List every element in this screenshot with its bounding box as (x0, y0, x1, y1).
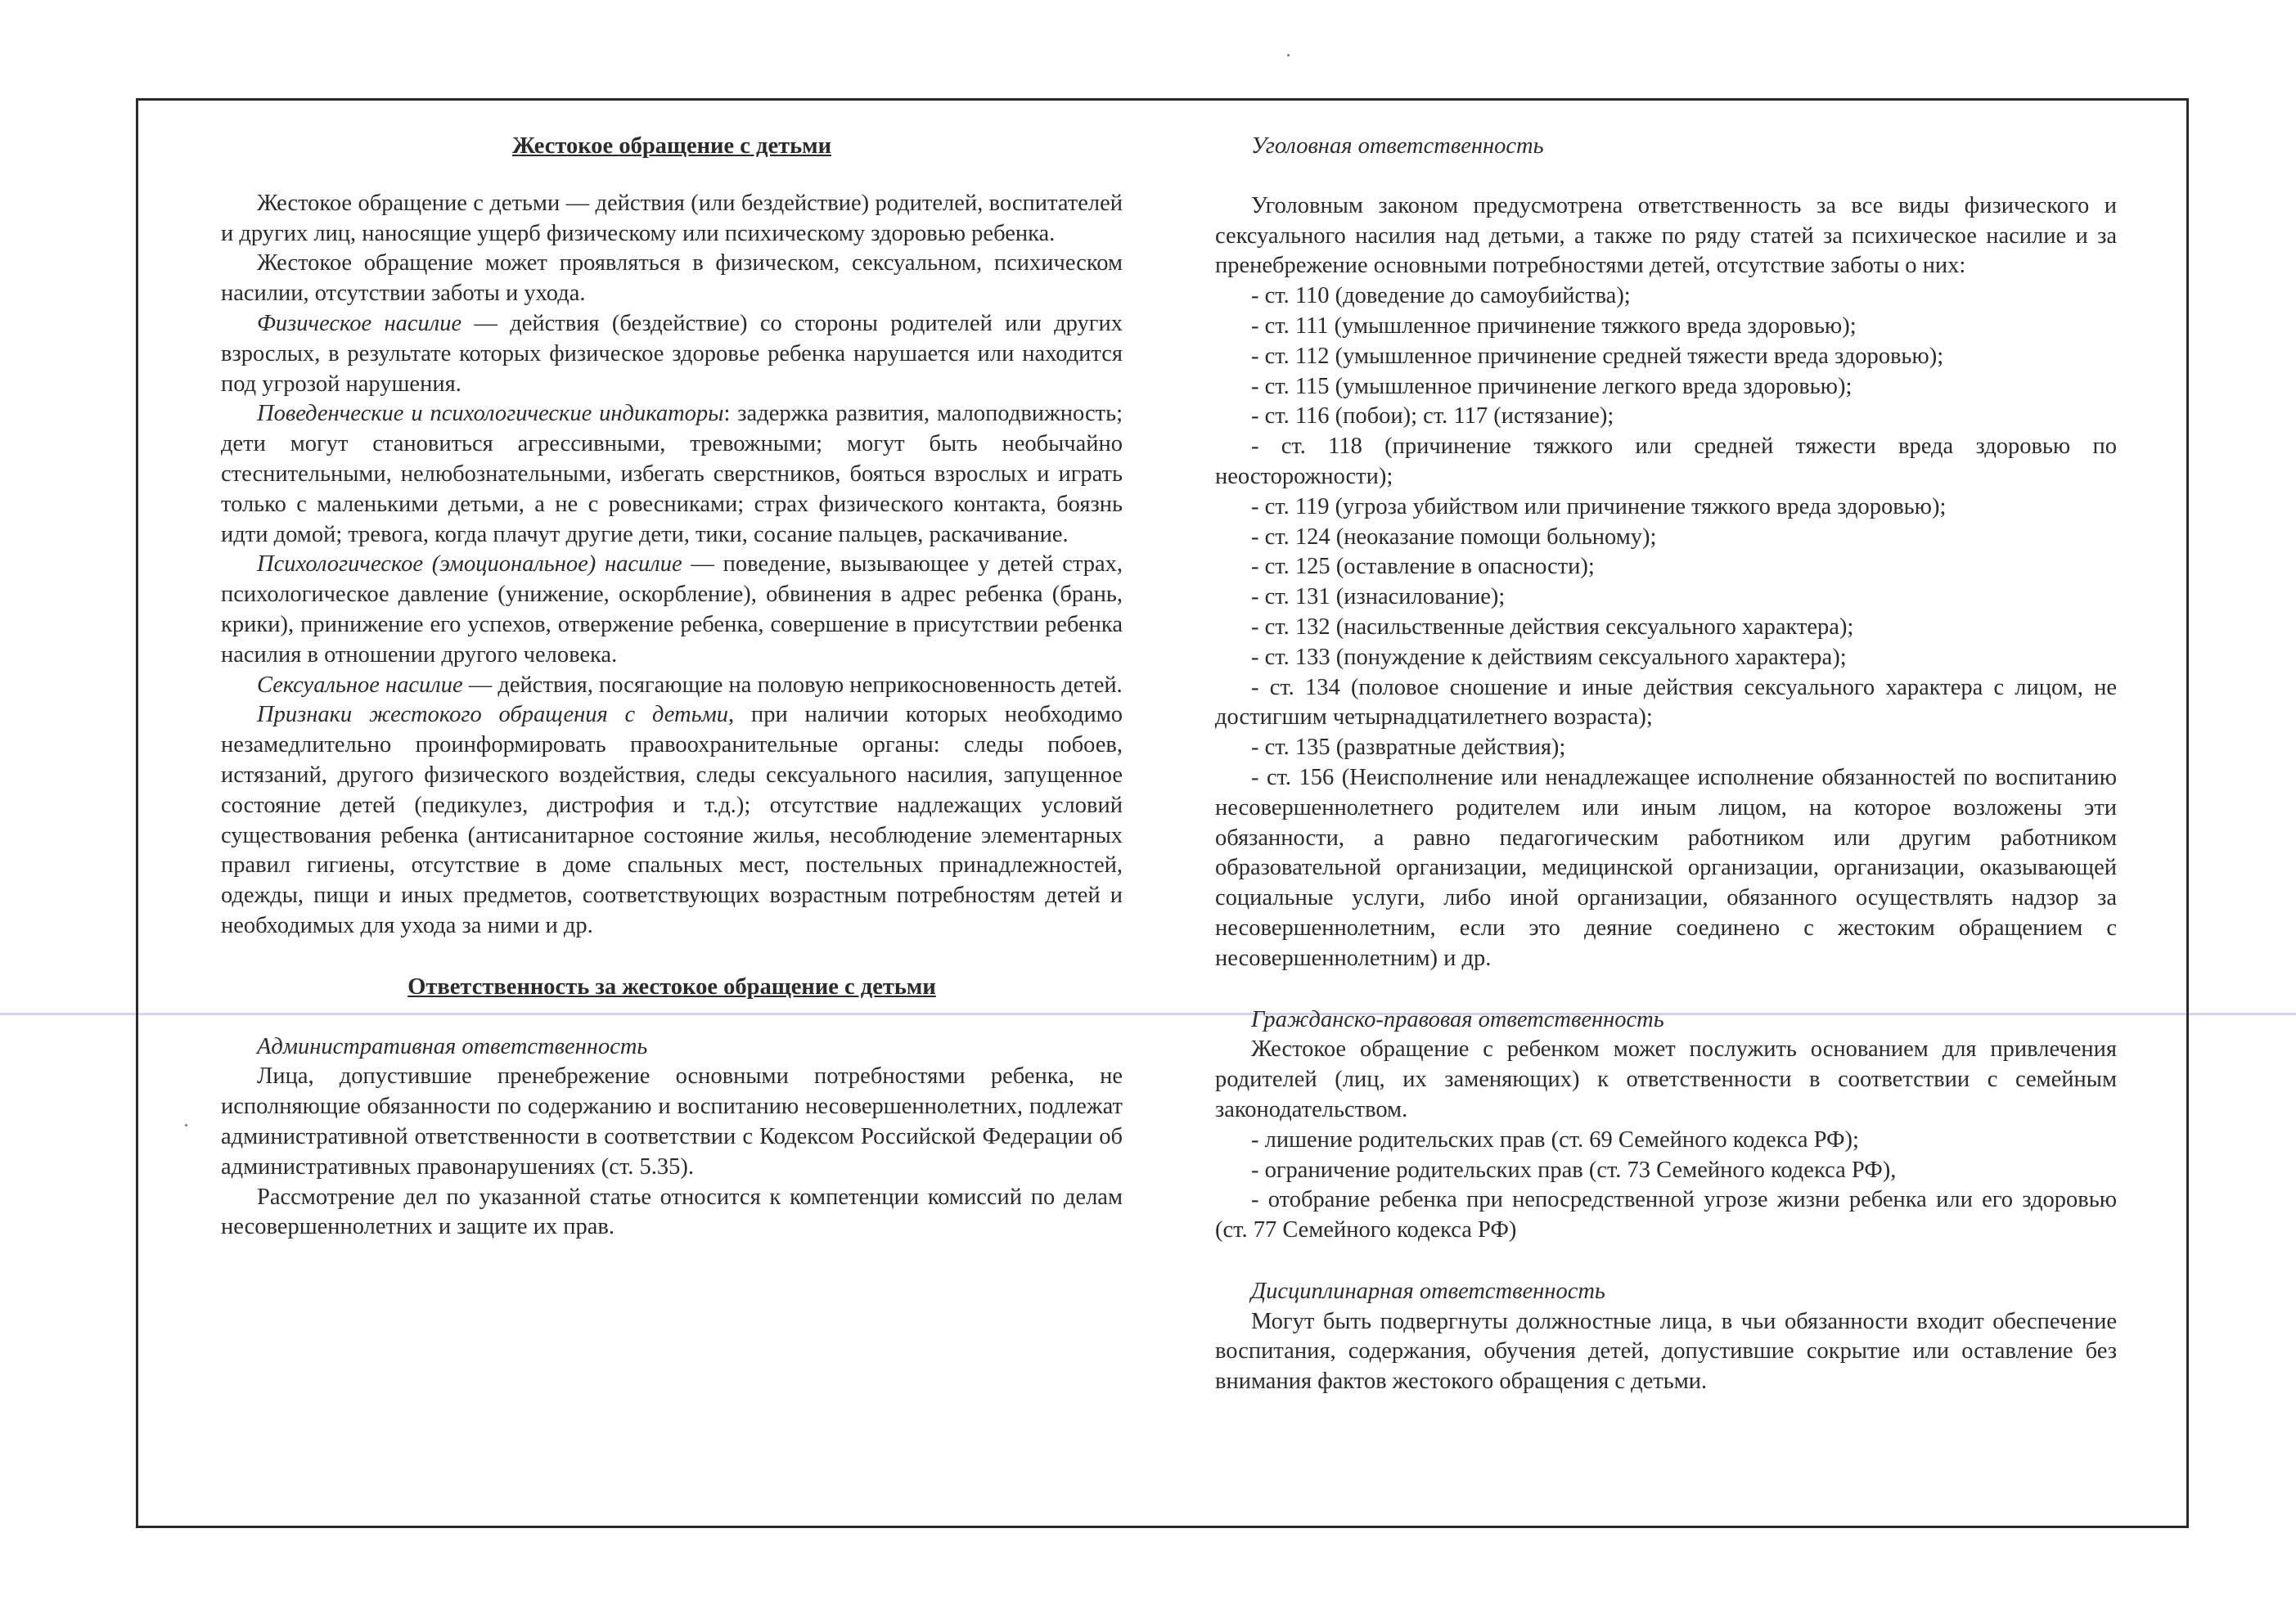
subsection-heading: Уголовная ответственность (1251, 133, 1544, 159)
definition: — поведение, вызывающее у детей страх, психологическое давление (унижение, оскорбление), обвинения в адрес ребенка (брань, крики), принижение его успехов, отвержение ребенка, совершение в присутствии ребенка насилия в отношении другого человека. (221, 551, 1123, 668)
article-item: - ст. 118 (причинение тяжкого или средней тяжести вреда здоровью по неосторожности); (1215, 434, 2117, 489)
right-column (1215, 132, 2117, 1397)
term: Поведенческие и психологические индикаторы (257, 401, 724, 427)
civil-item: - ограничение родительских прав (ст. 73 Семейного кодекса РФ), (1251, 1157, 1897, 1183)
section-title: Жестокое обращение с детьми (512, 133, 831, 159)
article-item: - ст. 124 (неоказание помощи больному); (1251, 524, 1657, 550)
article-item: - ст. 119 (угроза убийством или причинение тяжкого вреда здоровью); (1251, 493, 1947, 519)
article-item: - ст. 156 (Неисполнение или ненадлежащее исполнение обязанностей по воспитанию несовершеннолетнего родителем или иным лицом, на которое возложены эти обязанности, а равно педагогическим работником или другим работником образовательной организации, медицинской организации, организации, оказывающей социальные услуги, либо иной организации, обязанного осуществлять надзор за несовершеннолетним, если это деяние соединено с жестоким обращением с несовершеннолетним) и др. (1215, 764, 2117, 971)
term: Признаки жестокого обращения с детьми (257, 702, 729, 728)
term: Физическое насилие (257, 310, 462, 336)
paragraph (221, 550, 1123, 670)
term: Сексуальное насилие (257, 672, 463, 698)
paragraph: Рассмотрение дел по указанной статье относится к компетенции комиссий по делам несовершеннолетних и защите их прав. (221, 1184, 1123, 1240)
definition: — действия, посягающие на половую неприкосновенность детей. (462, 672, 1123, 698)
article-item: - ст. 133 (понуждение к действиям сексуального характера); (1251, 644, 1847, 670)
section-title: Ответственность за жестокое обращение с детьми (407, 973, 936, 1000)
paragraph: Лица, допустившие пренебрежение основными потребностями ребенка, не исполняющие обязанности по содержанию и воспитанию несовершеннолетних, подлежат административной ответственности в соответствии с Кодексом Российской Федерации об административных правонарушениях (ст. 5.35). (221, 1063, 1123, 1180)
article-item: - ст. 110 (доведение до самоубийства); (1251, 283, 1631, 309)
article-item: - ст. 135 (развратные действия); (1251, 735, 1566, 761)
paragraph: Жестокое обращение с детьми — действия (или бездействие) родителей, воспитателей и других лиц, наносящие ущерб физическому или психическому здоровью ребенка. (221, 190, 1123, 246)
paragraph: Могут быть подвергнуты должностные лица, в чьи обязанности входит обеспечение воспитания, содержания, обучения детей, допустившие сокрытие или оставление без внимания фактов жестокого обращения с детьми. (1215, 1308, 2117, 1395)
paragraph (221, 399, 1123, 550)
article-item: - ст. 134 (половое сношение и иные действия сексуального характера с лицом, не достигшим четырнадцатилетнего возраста); (1215, 674, 2117, 731)
definition: — действия (бездействие) со стороны родителей или других взрослых, в результате которых физическое здоровье ребенка нарушается или находится под угрозой нарушения. (221, 310, 1123, 397)
subsection-heading: Административная ответственность (257, 1033, 648, 1059)
paragraph: Жестокое обращение с ребенком может послужить основанием для привлечения родителей (лиц, их заменяющих) к ответственности в соответствии с семейным законодательством. (1215, 1036, 2117, 1122)
paragraph (221, 700, 1123, 941)
article-item: - ст. 115 (умышленное причинение легкого вреда здоровью); (1251, 373, 1853, 399)
subsection-heading: Гражданско-правовая ответственность (1251, 1006, 1664, 1032)
left-column (221, 132, 1123, 1243)
article-item: - ст. 112 (умышленное причинение средней тяжести вреда здоровью); (1251, 343, 1944, 369)
article-item: - ст. 125 (оставление в опасности); (1251, 554, 1595, 580)
document-frame (136, 98, 2189, 1528)
paragraph: Уголовным законом предусмотрена ответственность за все виды физического и сексуального насилия над детьми, а также по ряду статей за психическое насилие и за пренебрежение основными потребностями детей, отсутствие заботы о них: (1215, 192, 2117, 279)
paragraph (221, 671, 1123, 701)
article-item: - ст. 132 (насильственные действия сексуального характера); (1251, 614, 1854, 640)
paragraph: Жестокое обращение может проявляться в физическом, сексуальном, психическом насилии, отсутствии заботы и ухода. (221, 250, 1123, 307)
scan-speck (1287, 54, 1290, 56)
article-item: - ст. 116 (побои); ст. 117 (истязание); (1251, 403, 1614, 429)
civil-item: - отобрание ребенка при непосредственной угрозе жизни ребенка или его здоровью (ст. 77 Семейного кодекса РФ) (1215, 1187, 2117, 1243)
article-item: - ст. 111 (умышленное причинение тяжкого вреда здоровью); (1251, 312, 1857, 339)
definition: , при наличии которых необходимо незамедлительно проинформировать правоохранительные органы: следы побоев, истязаний, другого физического воздействия, следы сексуального насилия, запущенное состояние детей (педикулез, дистрофия и т.д.); отсутствие надлежащих условий существования ребенка (антисанитарное состояние жилья, несоблюдение элементарных правил гигиены, отсутствие в доме спальных мест, постельных принадлежностей, одежды, пищи и иных предметов, соответствующих возрастным потребностям детей и необходимых для ухода за ними и др. (221, 702, 1123, 938)
term: Психологическое (эмоциональное) насилие (257, 551, 682, 578)
paragraph (221, 309, 1123, 399)
subsection-heading: Дисциплинарная ответственность (1251, 1278, 1605, 1304)
article-item: - ст. 131 (изнасилование); (1251, 584, 1506, 610)
civil-item: - лишение родительских прав (ст. 69 Семейного кодекса РФ); (1251, 1126, 1859, 1153)
definition: : задержка развития, малоподвижность; дети могут становиться агрессивными, тревожными; могут быть необычайно стеснительными, нелюбознательными, избегать сверстников, бояться взрослых и играть только с маленькими детьми, а не с ровесниками; страх физического контакта, боязнь идти домой; тревога, когда плачут другие дети, тики, сосание пальцев, раскачивание. (221, 401, 1123, 547)
